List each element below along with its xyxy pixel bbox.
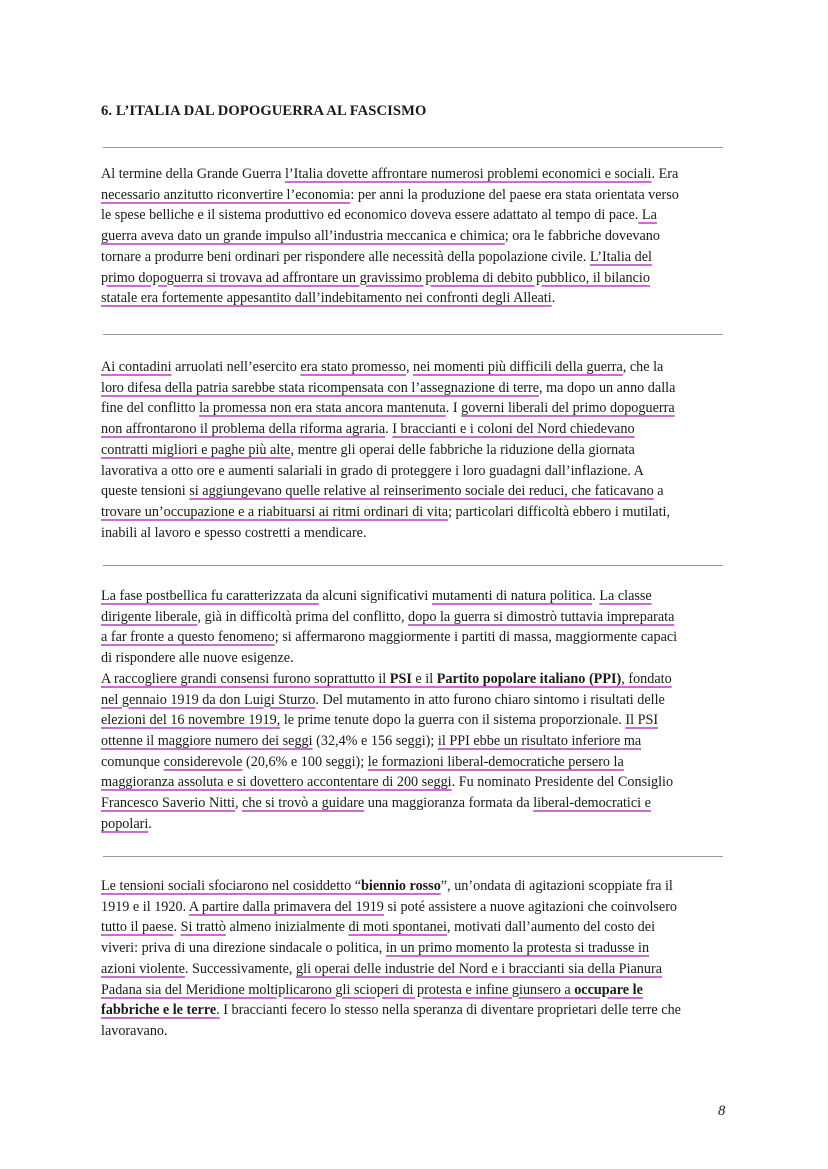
paragraph-peasants-and-workers [101, 357, 729, 543]
text-run: . [148, 815, 152, 832]
text-line [101, 938, 729, 959]
divider-line [103, 334, 723, 335]
highlighted-text: di moti spontanei [348, 919, 447, 936]
text-line [101, 205, 729, 226]
text-run: di rispondere alle nuove esigenze. [101, 650, 294, 667]
divider-line [103, 147, 723, 148]
text-line [101, 288, 729, 309]
highlighted-text: gli operai delle industrie del Nord e i braccianti sia della Pianura [296, 960, 663, 977]
text-run: , motivati dall’aumento del costo dei [446, 919, 656, 936]
highlighted-text: azioni violente [101, 960, 185, 977]
highlighted-text: elezioni del 16 novembre 1919, [101, 712, 281, 729]
text-run: (20,6% e 100 seggi); [242, 753, 368, 770]
text-run: (32,4% e 156 seggi); [312, 732, 438, 749]
highlighted-text: era stato promesso [300, 359, 406, 375]
highlighted-text: Si trattò [180, 919, 226, 936]
text-run: , [234, 795, 243, 812]
text-line [101, 398, 729, 419]
text-run: ; particolari difficoltà ebbero i mutilati, [448, 503, 670, 520]
text-line [101, 226, 729, 247]
text-run: lavoravano. [101, 1022, 168, 1039]
highlighted-text: nel gennaio 1919 da don Luigi Sturzo [101, 691, 316, 708]
text-line [101, 648, 729, 669]
highlighted-text: . [216, 1002, 220, 1019]
text-run: . Successivamente, [184, 960, 297, 977]
highlighted-text: dopo la guerra si dimostrò tuttavia impreparata [408, 608, 675, 625]
highlighted-text: dirigente liberale [101, 608, 198, 625]
text-run: una maggioranza formata da [364, 795, 534, 812]
highlighted-text: si aggiungevano quelle relative al reinserimento sociale dei reduci, che faticavano [189, 483, 654, 500]
text-run: fine del conflitto [101, 400, 200, 417]
text-run: ; ora le fabbriche dovevano [504, 228, 660, 245]
highlighted-text: A raccogliere grandi consensi furono soprattutto il [101, 670, 390, 687]
text-run: le prime tenute dopo la guerra con il sistema proporzionale. [280, 712, 626, 729]
text-line [101, 523, 729, 544]
text-line [101, 481, 729, 502]
text-line [101, 419, 729, 440]
text-run: , mentre gli operai delle fabbriche la riduzione della giornata [290, 441, 635, 458]
text-run: lavorativa a otto ore e aumenti salariali in grado di proteggere i loro guadagni dall’inflazione. A [101, 462, 644, 479]
highlighted-text: maggioranza assoluta e si dovettero accontentare di 200 seggi [101, 774, 452, 791]
text-line [101, 357, 729, 378]
highlighted-text: loro difesa della patria sarebbe stata ricompensata con l’assegnazione di terre [101, 379, 540, 396]
highlighted-text: I braccianti e i coloni del Nord chiedevano [392, 421, 635, 438]
highlighted-text: necessario anzitutto riconvertire l’economia [101, 186, 351, 203]
highlighted-text: L’Italia del [589, 248, 652, 265]
highlighted-text: l’Italia dovette affrontare numerosi problemi economici e sociali [284, 166, 652, 182]
text-run: viveri: priva di una direzione sindacale o politica, [101, 940, 386, 957]
page-number: 8 [718, 1103, 726, 1119]
text-run: ”, un’ondata di agitazioni scoppiate fra il [440, 878, 673, 894]
text-run: alcuni significativi [318, 588, 432, 604]
text-line [101, 710, 729, 731]
text-run: , che la [622, 359, 664, 375]
text-line [101, 268, 729, 289]
text-line [101, 586, 729, 607]
text-run: I braccianti fecero lo stesso nella speranza di diventare proprietari delle terre che [219, 1002, 681, 1019]
text-run: . [551, 290, 556, 307]
text-run: , già in difficoltà prima del conflitto, [197, 608, 409, 625]
bold-text: Partito popolare italiano (PPI) [436, 670, 622, 687]
paragraph-biennio-rosso [101, 876, 729, 1042]
highlighted-text: non affrontarono il problema della riforma agraria [101, 421, 386, 438]
text-line [101, 980, 729, 1001]
paragraph-political-changes [101, 586, 729, 834]
text-run: inabili al lavoro e spesso costretti a mendicare. [101, 524, 367, 541]
text-line [101, 917, 729, 938]
text-run: le spese belliche e il sistema produttivo ed economico doveva essere adattato al tempo di pace. [101, 207, 639, 224]
text-line [101, 876, 729, 897]
bold-text: occupare le [574, 981, 643, 998]
text-line [101, 627, 729, 648]
bold-text: biennio rosso [361, 878, 441, 894]
text-line [101, 185, 729, 206]
text-run: almeno inizialmente [225, 919, 349, 936]
text-line [101, 772, 729, 793]
text-line [101, 607, 729, 628]
text-run: si poté assistere a nuove agitazioni che coinvolsero [383, 898, 678, 915]
highlighted-text: tutto il paese [101, 919, 174, 936]
text-line [101, 731, 729, 752]
highlighted-text: Il PSI [625, 712, 659, 729]
bold-text: fabbriche e le terre [101, 1002, 217, 1019]
text-line [101, 461, 729, 482]
bold-text: PSI [389, 670, 412, 687]
highlighted-text: a far fronte a questo fenomeno [101, 629, 275, 646]
text-line [101, 502, 729, 523]
section-title: 6. L’ITALIA DAL DOPOGUERRA AL FASCISMO [101, 103, 427, 119]
text-line [101, 690, 729, 711]
highlighted-text: trovare un’occupazione e a riabituarsi ai ritmi ordinari di vita [101, 503, 449, 520]
text-line [101, 814, 729, 835]
text-run: . Era [651, 166, 679, 182]
highlighted-text: La classe [599, 588, 652, 604]
text-run: : per anni la produzione del paese era stata orientata verso [350, 186, 679, 203]
highlighted-text: governi liberali del primo dopoguerra [461, 400, 675, 417]
highlighted-text: guerra aveva dato un grande impulso all’industria meccanica e chimica [101, 228, 505, 245]
highlighted-text: che si trovò a guidare [242, 795, 365, 812]
text-run: a [653, 483, 664, 500]
text-run: comunque [101, 753, 164, 770]
divider-line [103, 565, 723, 566]
text-run: queste tensioni [101, 483, 190, 500]
divider-line [103, 856, 723, 857]
text-line [101, 793, 729, 814]
text-run: arruolati nell’esercito [171, 359, 301, 375]
text-run: . Fu nominato Presidente del Consiglio [451, 774, 674, 791]
highlighted-text: Francesco Saverio Nitti [101, 795, 235, 812]
highlighted-text: considerevole [163, 753, 243, 770]
text-line [101, 752, 729, 773]
text-line [101, 897, 729, 918]
text-run: . [385, 421, 393, 438]
text-line [101, 378, 729, 399]
text-line [101, 440, 729, 461]
highlighted-text: primo dopoguerra si trovava ad affrontare un gravissimo problema di debito pubblico, il bilancio [101, 269, 650, 286]
text-line [101, 1021, 729, 1042]
highlighted-text: e il [411, 670, 437, 687]
highlighted-text: La fase postbellica fu caratterizzata da [101, 588, 319, 604]
text-run: , ma dopo un anno dalla [539, 379, 676, 396]
highlighted-text: statale era fortemente appesantito dall’indebitamento nei confronti degli Alleati [101, 290, 552, 307]
highlighted-text: popolari [101, 815, 149, 832]
text-run: . Del mutamento in atto furono chiaro sintomo i risultati delle [315, 691, 665, 708]
highlighted-text: liberal-democratici e [533, 795, 651, 812]
highlighted-text: A partire dalla primavera del 1919 [188, 898, 384, 915]
text-line [101, 959, 729, 980]
text-line [101, 247, 729, 268]
text-line [101, 669, 729, 690]
text-run: . [173, 919, 181, 936]
text-run: . I [445, 400, 462, 417]
highlighted-text: in un primo momento la protesta si tradusse in [385, 940, 650, 957]
highlighted-text: il PPI ebbe un risultato inferiore ma [437, 732, 642, 749]
highlighted-text: , fondato [621, 670, 672, 687]
highlighted-text: la promessa non era stata ancora mantenuta [199, 400, 446, 417]
highlighted-text: nei momenti più difficili della guerra [413, 359, 623, 375]
text-run: , [405, 359, 414, 375]
highlighted-text: Ai contadini [101, 359, 172, 375]
highlighted-text: le formazioni liberal-democratiche persero la [367, 753, 624, 770]
highlighted-text: mutamenti di natura politica [431, 588, 593, 604]
text-run: ; si affermarono maggiormente i partiti di massa, maggiormente capaci [274, 629, 678, 646]
text-line [101, 164, 729, 185]
highlighted-text: Padana sia del Meridione moltiplicarono gli scioperi di protesta e infine giunsero a [101, 981, 575, 998]
paragraph-postwar-economy [101, 164, 729, 309]
text-run: 1919 e il 1920. [101, 898, 189, 915]
text-run: Al termine della Grande Guerra [101, 166, 285, 182]
highlighted-text: La [638, 207, 657, 224]
text-run: . [592, 588, 600, 604]
text-line [101, 1000, 729, 1021]
text-run: tornare a produrre beni ordinari per rispondere alle necessità della popolazione civile. [101, 248, 590, 265]
highlighted-text: ottenne il maggiore numero dei seggi [101, 732, 313, 749]
highlighted-text: contratti migliori e paghe più alte [101, 441, 291, 458]
highlighted-text: Le tensioni sociali sfociarono nel cosiddetto “ [101, 878, 362, 894]
